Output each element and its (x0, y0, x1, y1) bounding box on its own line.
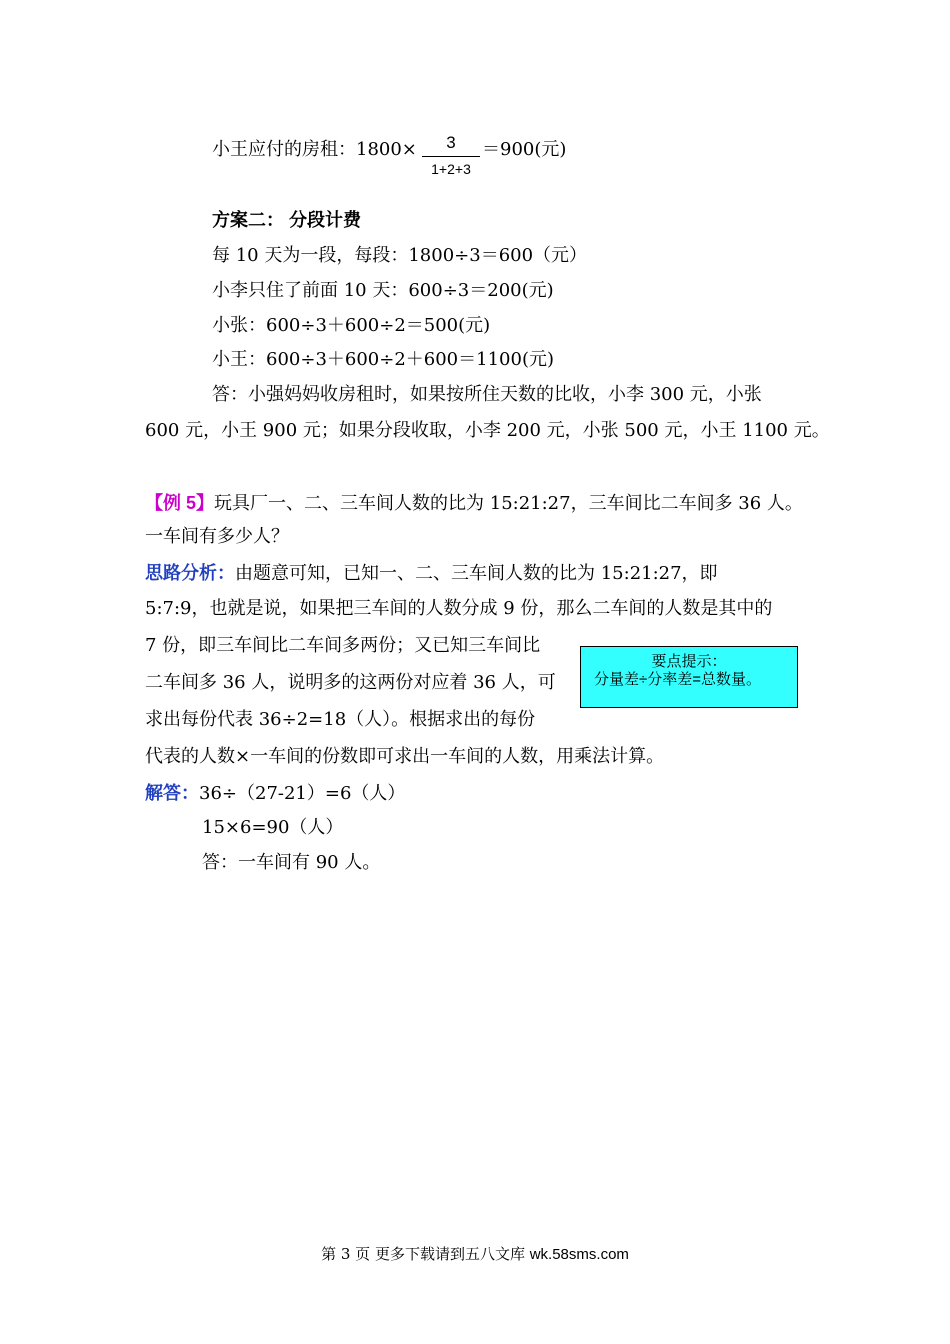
analysis-line: 5:7:9，也就是说，如果把三车间的人数分成 9 份，那么二车间的人数是其中的 (145, 598, 773, 619)
tip-title: 要点提示： (651, 653, 727, 670)
solution-label: 解答： (145, 783, 199, 803)
example5-question-line2: 一车间有多少人？ (145, 526, 289, 547)
analysis-line: 7 份，即三车间比二车间多两份；又已知三车间比 (145, 635, 541, 656)
analysis-line: 代表的人数×一车间的份数即可求出一车间的人数，用乘法计算。 (145, 746, 665, 767)
example5-question-text: 玩具厂一、二、三车间人数的比为 15:21:27，三车间比二车间多 36 人。 (214, 493, 803, 514)
example5-tag: 【例 5】 (145, 493, 215, 513)
fraction-denominator: 1+2+3 (431, 161, 471, 177)
rent-wang-prefix: 小王应付的房租：1800× (212, 139, 417, 160)
plan2-answer-line2: 600 元，小王 900 元；如果分段收取，小李 200 元，小张 500 元，小王 1100 元。 (145, 420, 830, 441)
analysis-line: 求出每份代表 36÷2=18（人）。根据求出的每份 (145, 709, 536, 730)
fraction (422, 132, 480, 178)
analysis-text: 由题意可知，已知一、二、三车间人数的比为 15:21:27，即 (235, 563, 718, 584)
page-footer (0, 1244, 950, 1265)
footer-text: 第 3 页 更多下载请到五八文库 (321, 1245, 530, 1263)
example5-question-line1 (145, 491, 803, 516)
plan2-line: 小张：600÷3＋600÷2＝500(元) (212, 315, 491, 336)
plan2-answer-line1: 答：小强妈妈收房租时，如果按所住天数的比收，小李 300 元，小张 (212, 384, 762, 405)
rent-wang-suffix: ＝900(元) (482, 139, 567, 160)
plan2-line: 小王：600÷3＋600÷2＋600＝1100(元) (212, 349, 554, 370)
plan2-heading: 方案二： 分段计费 (212, 210, 362, 230)
solution-line: 15×6=90（人） (202, 817, 344, 838)
solution-line1 (145, 781, 405, 806)
analysis-line1 (145, 561, 718, 586)
plan2-line: 每 10 天为一段，每段：1800÷3＝600（元） (212, 245, 588, 266)
analysis-line: 二车间多 36 人，说明多的这两份对应着 36 人，可 (145, 672, 556, 693)
footer-url: wk.58sms.com (529, 1246, 629, 1263)
solution-answer: 答：一车间有 90 人。 (202, 852, 381, 873)
tip-box (580, 646, 798, 708)
fraction-numerator: 3 (446, 133, 456, 152)
analysis-label: 思路分析： (145, 563, 235, 583)
tip-body: 分量差÷分率差=总数量。 (594, 671, 761, 688)
fraction-bar (422, 156, 480, 157)
solution-text: 36÷（27-21）=6（人） (199, 783, 406, 804)
rent-wang-line (212, 138, 417, 162)
plan2-line: 小李只住了前面 10 天：600÷3＝200(元) (212, 280, 554, 301)
